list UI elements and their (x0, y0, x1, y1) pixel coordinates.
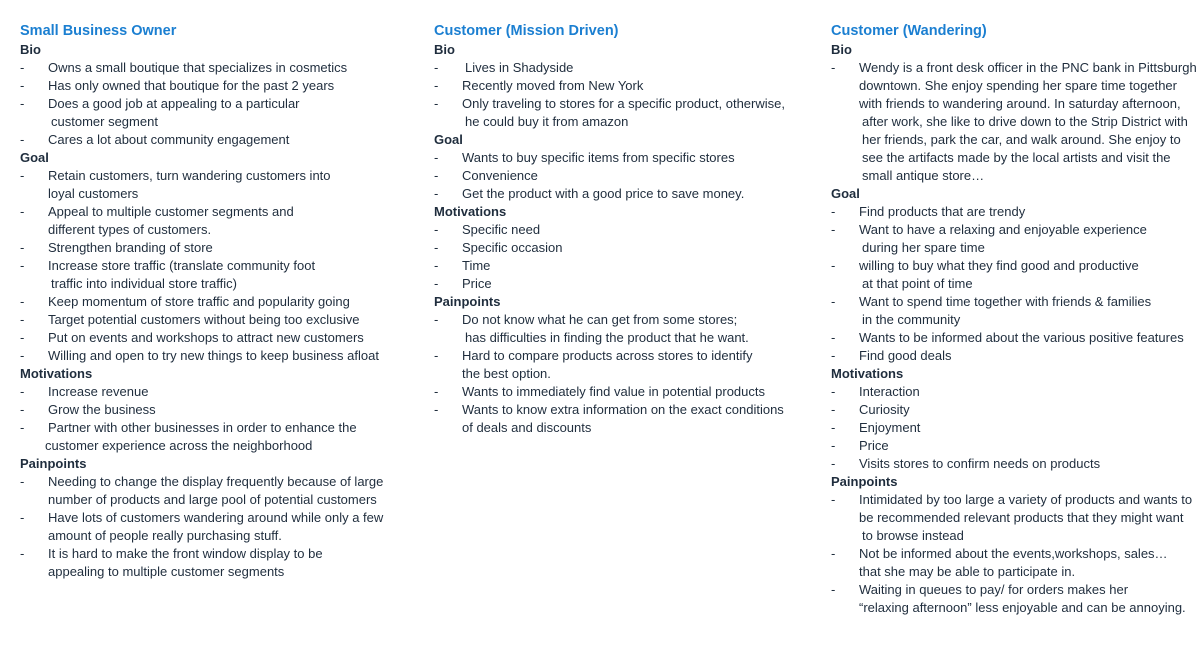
list-item-text: after work, she like to drive down to the Strip District with (862, 114, 1188, 129)
list-item-text: customer experience across the neighborhood (45, 438, 313, 453)
bullet-dash: - (831, 438, 836, 453)
bullet-dash: - (20, 420, 25, 435)
bullet-dash: - (20, 510, 25, 525)
section-heading: Goal (434, 132, 463, 147)
bullet-dash: - (831, 330, 836, 345)
section-goal (20, 149, 400, 365)
section-heading: Painpoints (434, 294, 501, 309)
list-item (20, 59, 400, 77)
bullet-dash: - (831, 348, 836, 363)
list-item-text: he could buy it from amazon (465, 114, 629, 129)
list-item (831, 329, 1200, 347)
section-heading: Motivations (831, 366, 904, 381)
list-item-text: Owns a small boutique that specializes in cosmetics (48, 60, 348, 75)
list-item-text: Intimidated by too large a variety of products and wants to (859, 492, 1193, 507)
section-motivations (20, 365, 400, 455)
list-item (20, 347, 400, 365)
list-item-text: Find products that are trendy (859, 204, 1026, 219)
list-item (434, 59, 814, 77)
list-item-text: Want to spend time together with friends & families (859, 294, 1152, 309)
bullet-dash: - (434, 384, 439, 399)
bullet-dash: - (831, 60, 836, 75)
list-item-text: Wendy is a front desk officer in the PNC bank in Pittsburgh (859, 60, 1197, 75)
bullet-dash: - (20, 348, 25, 363)
list-item-text: Wants to buy specific items from specific stores (462, 150, 735, 165)
list-item-text: Increase revenue (48, 384, 149, 399)
list-item-text: Price (462, 276, 492, 291)
list-item-text: amount of people really purchasing stuff. (48, 528, 282, 543)
list-item-text: Visits stores to confirm needs on products (859, 456, 1101, 471)
list-item-text: Enjoyment (859, 420, 921, 435)
list-item (434, 95, 814, 131)
persona-title: Customer (Mission Driven) (434, 23, 619, 39)
bullet-dash: - (434, 258, 439, 273)
list-item-text: Wants to immediately find value in potential products (462, 384, 766, 399)
list-item (434, 257, 814, 275)
list-item (831, 401, 1200, 419)
bullet-dash: - (831, 420, 836, 435)
list-item (831, 293, 1200, 329)
list-item (831, 455, 1200, 473)
list-item (20, 473, 400, 509)
list-item (831, 59, 1200, 185)
bullet-dash: - (831, 222, 836, 237)
bullet-dash: - (831, 402, 836, 417)
list-item-text: Lives in Shadyside (465, 60, 574, 75)
list-item-text: Keep momentum of store traffic and popularity going (48, 294, 350, 309)
list-item-text: Curiosity (859, 402, 910, 417)
bullet-dash: - (20, 258, 25, 273)
list-item (831, 203, 1200, 221)
bullet-dash: - (831, 384, 836, 399)
bullet-dash: - (831, 294, 836, 309)
list-item-text: be recommended relevant products that they might want (859, 510, 1184, 525)
section-bio (831, 41, 1200, 185)
list-item-text: Wants to know extra information on the exact conditions (462, 402, 784, 417)
list-item (20, 545, 400, 581)
list-item (831, 347, 1200, 365)
list-item-text: Not be informed about the events,workshops, sales… (859, 546, 1168, 561)
list-item-text: Strengthen branding of store (48, 240, 213, 255)
list-item-text: Time (462, 258, 491, 273)
list-item-text: Waiting in queues to pay/ for orders makes her (859, 582, 1129, 597)
list-item (434, 239, 814, 257)
list-item (831, 491, 1200, 545)
section-bio (20, 41, 400, 149)
bullet-dash: - (434, 402, 439, 417)
list-item-text: see the artifacts made by the local artists and visit the (862, 150, 1171, 165)
list-item-text: “relaxing afternoon” less enjoyable and can be annoying. (859, 600, 1186, 615)
bullet-dash: - (20, 60, 25, 75)
section-heading: Goal (20, 150, 49, 165)
bullet-dash: - (434, 222, 439, 237)
bullet-dash: - (434, 276, 439, 291)
list-item-text: has difficulties in finding the product that he want. (465, 330, 749, 345)
list-item (831, 545, 1200, 581)
bullet-dash: - (20, 240, 25, 255)
list-item-text: Retain customers, turn wandering customers into (48, 168, 331, 183)
list-item-text: the best option. (462, 366, 551, 381)
bullet-dash: - (831, 492, 836, 507)
bullet-dash: - (20, 168, 25, 183)
bullet-dash: - (20, 330, 25, 345)
section-painpoints (434, 293, 814, 437)
section-goal (831, 185, 1200, 365)
list-item (20, 329, 400, 347)
list-item-text: Cares a lot about community engagement (48, 132, 290, 147)
list-item (20, 77, 400, 95)
list-item-text: Put on events and workshops to attract new customers (48, 330, 364, 345)
bullet-dash: - (20, 96, 25, 111)
list-item-text: Has only owned that boutique for the past 2 years (48, 78, 335, 93)
bullet-dash: - (831, 582, 836, 597)
bullet-dash: - (434, 348, 439, 363)
list-item (831, 383, 1200, 401)
list-item-text: small antique store… (862, 168, 985, 183)
section-heading: Goal (831, 186, 860, 201)
section-heading: Painpoints (20, 456, 87, 471)
bullet-dash: - (434, 312, 439, 327)
list-item-text: customer segment (51, 114, 158, 129)
list-item-text: Interaction (859, 384, 920, 399)
persona-column (20, 21, 400, 581)
bullet-dash: - (20, 132, 25, 147)
list-item-text: her friends, park the car, and walk around. She enjoy to (862, 132, 1181, 147)
list-item (20, 419, 400, 455)
bullet-dash: - (20, 402, 25, 417)
list-item (20, 383, 400, 401)
section-heading: Bio (434, 42, 455, 57)
list-item (831, 581, 1200, 617)
bullet-dash: - (20, 312, 25, 327)
bullet-dash: - (434, 240, 439, 255)
list-item-text: Does a good job at appealing to a particular (48, 96, 300, 111)
list-item-text: Get the product with a good price to save money. (462, 186, 745, 201)
list-item-text: Willing and open to try new things to keep business afloat (48, 348, 379, 363)
list-item-text: different types of customers. (48, 222, 212, 237)
list-item-text: Do not know what he can get from some stores; (462, 312, 738, 327)
list-item (434, 347, 814, 383)
list-item-text: Partner with other businesses in order to enhance the (48, 420, 357, 435)
bullet-dash: - (434, 96, 439, 111)
list-item (20, 401, 400, 419)
bullet-dash: - (434, 186, 439, 201)
list-item-text: Grow the business (48, 402, 156, 417)
section-bio (434, 41, 814, 131)
bullet-dash: - (434, 150, 439, 165)
list-item-text: Target potential customers without being too exclusive (48, 312, 360, 327)
list-item-text: Specific occasion (462, 240, 563, 255)
list-item-text: Hard to compare products across stores to identify (462, 348, 753, 363)
list-item (434, 221, 814, 239)
persona-column (434, 21, 814, 437)
list-item (831, 437, 1200, 455)
bullet-dash: - (831, 258, 836, 273)
bullet-dash: - (20, 78, 25, 93)
list-item-text: downtown. She enjoy spending her spare time together (859, 78, 1177, 93)
list-item (831, 257, 1200, 293)
list-item-text: Only traveling to stores for a specific product, otherwise, (462, 96, 785, 111)
bullet-dash: - (20, 474, 25, 489)
list-item-text: with friends to wandering around. In saturday afternoon, (859, 96, 1181, 111)
list-item-text: Needing to change the display frequently because of large (48, 474, 384, 489)
bullet-dash: - (20, 384, 25, 399)
section-heading: Bio (20, 42, 41, 57)
list-item-text: loyal customers (48, 186, 139, 201)
section-goal (434, 131, 814, 203)
bullet-dash: - (434, 168, 439, 183)
persona-title: Small Business Owner (20, 23, 177, 39)
list-item-text: Specific need (462, 222, 541, 237)
list-item (20, 203, 400, 239)
list-item-text: appealing to multiple customer segments (48, 564, 285, 579)
list-item (434, 77, 814, 95)
list-item (20, 293, 400, 311)
list-item (434, 275, 814, 293)
list-item-text: traffic into individual store traffic) (51, 276, 237, 291)
list-item-text: at that point of time (862, 276, 973, 291)
bullet-dash: - (20, 294, 25, 309)
list-item (434, 149, 814, 167)
list-item-text: to browse instead (862, 528, 964, 543)
section-heading: Painpoints (831, 474, 898, 489)
list-item-text: Have lots of customers wandering around while only a few (48, 510, 384, 525)
list-item (20, 167, 400, 203)
list-item-text: during her spare time (862, 240, 985, 255)
list-item (831, 221, 1200, 257)
list-item-text: that she may be able to participate in. (859, 564, 1076, 579)
list-item-text: Appeal to multiple customer segments and (48, 204, 294, 219)
list-item-text: Wants to be informed about the various positive features (859, 330, 1184, 345)
list-item (831, 419, 1200, 437)
list-item (434, 185, 814, 203)
section-heading: Motivations (434, 204, 507, 219)
list-item (20, 509, 400, 545)
section-motivations (831, 365, 1200, 473)
list-item-text: Price (859, 438, 889, 453)
list-item-text: Want to have a relaxing and enjoyable experience (859, 222, 1147, 237)
list-item-text: of deals and discounts (462, 420, 592, 435)
persona-title: Customer (Wandering) (831, 23, 987, 39)
bullet-dash: - (434, 78, 439, 93)
bullet-dash: - (831, 204, 836, 219)
list-item (20, 257, 400, 293)
list-item-text: Recently moved from New York (462, 78, 644, 93)
section-painpoints (20, 455, 400, 581)
list-item (20, 239, 400, 257)
list-item-text: willing to buy what they find good and productive (859, 258, 1139, 273)
list-item-text: Convenience (462, 168, 538, 183)
list-item (20, 311, 400, 329)
bullet-dash: - (20, 204, 25, 219)
section-heading: Bio (831, 42, 852, 57)
bullet-dash: - (434, 60, 439, 75)
section-painpoints (831, 473, 1200, 617)
bullet-dash: - (831, 456, 836, 471)
list-item (434, 383, 814, 401)
list-item (434, 401, 814, 437)
list-item (20, 95, 400, 131)
list-item-text: It is hard to make the front window display to be (48, 546, 323, 561)
section-motivations (434, 203, 814, 293)
section-heading: Motivations (20, 366, 93, 381)
persona-column (831, 21, 1200, 617)
list-item-text: Find good deals (859, 348, 952, 363)
list-item-text: in the community (862, 312, 961, 327)
list-item (20, 131, 400, 149)
bullet-dash: - (20, 546, 25, 561)
list-item (434, 311, 814, 347)
list-item (434, 167, 814, 185)
list-item-text: number of products and large pool of potential customers (48, 492, 377, 507)
list-item-text: Increase store traffic (translate community foot (48, 258, 316, 273)
bullet-dash: - (831, 546, 836, 561)
